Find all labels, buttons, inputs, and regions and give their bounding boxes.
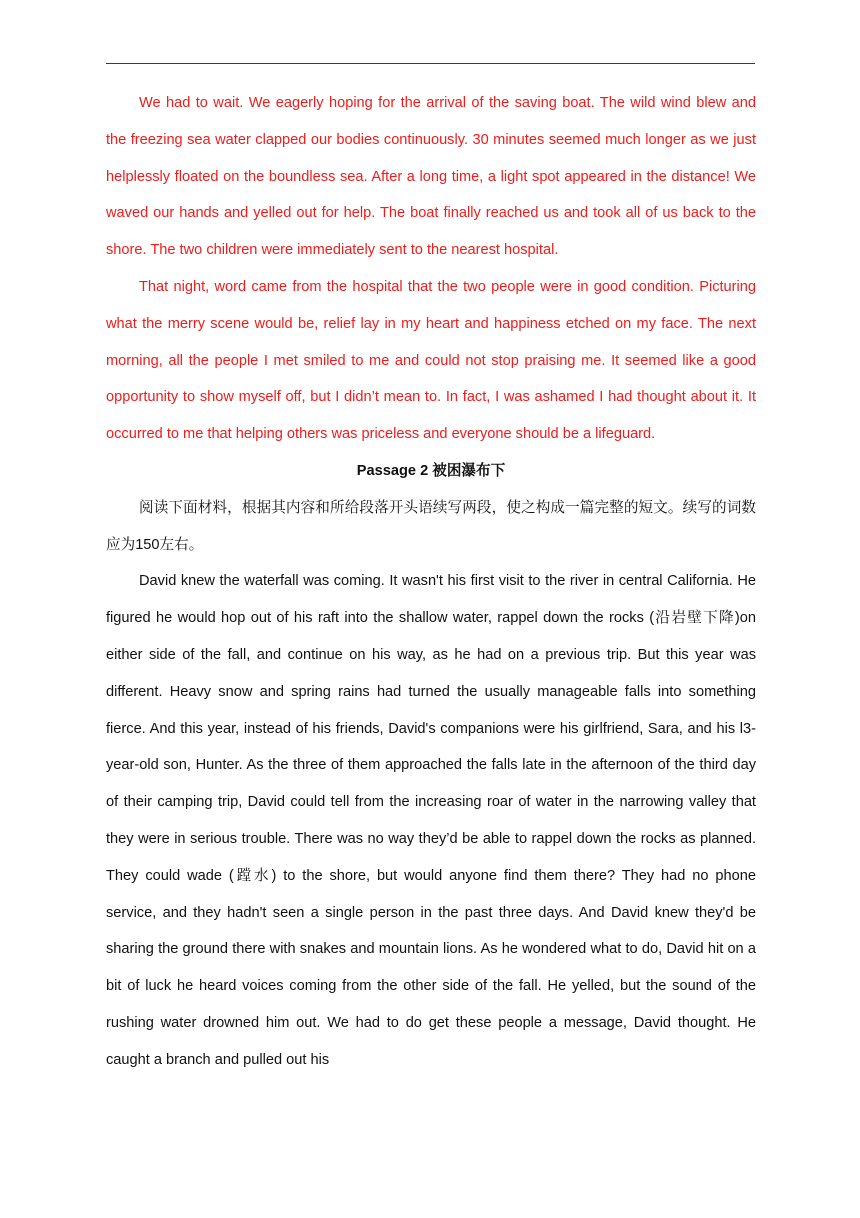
header-rule <box>106 63 755 64</box>
answer-paragraph-2: That night, word came from the hospital that the two people were in good condition. Picturing what the merry scene would be, relief lay in my heart and happiness etched on my face. The next morning, all the people I met smiled to me and could not stop praising me. It seemed like a good opportunity to show myself off, but I didn’t mean to. In fact, I was ashamed I had thought about it. It occurred to me that helping others was priceless and everyone should be a lifeguard. <box>106 278 756 443</box>
task-instruction: 阅读下面材料，根据其内容和所给段落开头语续写两段，使之构成一篇完整的短文。续写的词数应为150左右。 <box>106 499 756 553</box>
story-paragraph: David knew the waterfall was coming. It wasn't his first visit to the river in central California. He figured he would hop out of his raft into the shallow water, rappel down the rocks (沿岩壁下降)on either side of the fall, and continue on his way, as he had on a previous trip. But this year was different. Heavy snow and spring rains had turned the usually manageable falls into something fierce. And this year, instead of his friends, David's companions were his girlfriend, Sara, and his l3-year-old son, Hunter. As the three of them approached the falls late in the afternoon of the third day of their camping trip, David could tell from the increasing roar of water in the narrowing valley that they were in serious trouble. There was no way they’d be able to rappel down the rocks as planned. They could wade (蹚水) to the shore, but would anyone find them there? They had no phone service, and they hadn't seen a single person in the past three days. And David knew they'd be sharing the ground there with snakes and mountain lions. As he wondered what to do, David hit on a bit of luck he heard voices coming from the other side of the fall. He yelled, but the sound of the rushing water drowned him out. We had to do get these people a message, David thought. He caught a branch and pulled out his <box>106 573 756 1068</box>
passage-title: Passage 2 被困瀑布下 <box>356 462 506 479</box>
document-body <box>106 85 756 1079</box>
answer-paragraph-1: We had to wait. We eagerly hoping for the arrival of the saving boat. The wild wind blew and the freezing sea water clapped our bodies continuously. 30 minutes seemed much longer as we just helplessly floated on the boundless sea. After a long time, a light spot appeared in the distance! We waved our hands and yelled out for help. The boat finally reached us and took all of us back to the shore. The two children were immediately sent to the nearest hospital. <box>106 95 756 259</box>
